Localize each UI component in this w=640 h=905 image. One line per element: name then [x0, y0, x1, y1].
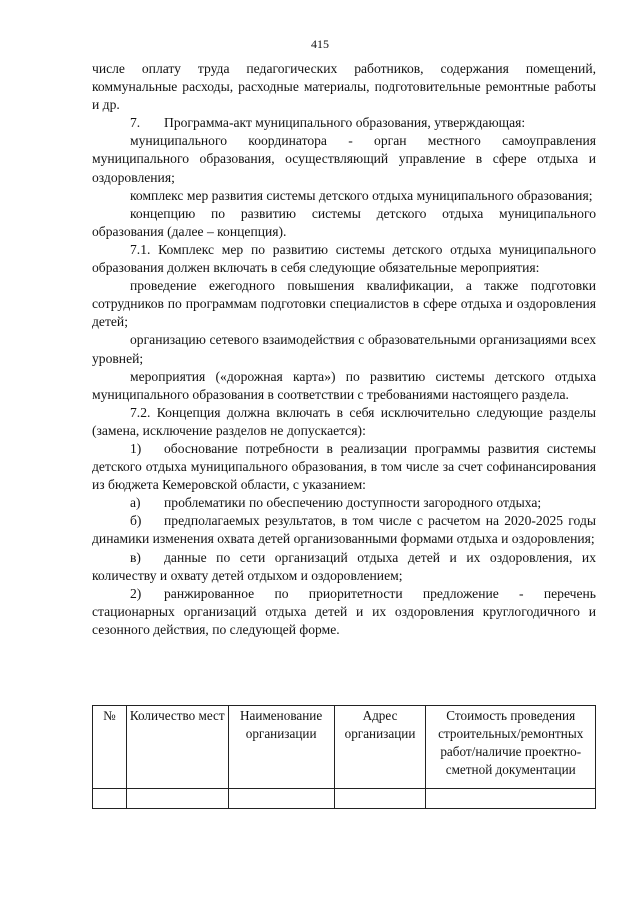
paragraph — [92, 585, 596, 639]
table-row — [93, 789, 596, 809]
item-number: б) — [130, 513, 142, 529]
column-header-address: Адрес организации — [334, 706, 426, 789]
item-number: 7. — [130, 115, 141, 131]
paragraph: 7.1. Комплекс мер по развитию системы детского отдыха муниципального образования должен включать в себя следующие обязательные мероприятия: — [92, 241, 596, 276]
item-number: 2) — [130, 585, 142, 601]
paragraph: мероприятия («дорожная карта») по развитию системы детского отдыха муниципального образования в соответствии с требованиями настоящего раздела. — [92, 368, 596, 402]
paragraph: 7.2. Концепция должна включать в себя исключительно следующие разделы (замена, исключение разделов не допускается): — [92, 404, 596, 438]
table-cell — [126, 789, 228, 809]
paragraph-text: данные по сети организаций отдыха детей и их оздоровления, их количеству и охвату детей отдыхом и оздоровлением; — [92, 549, 596, 583]
table-cell — [426, 789, 596, 809]
paragraph-text: предполагаемых результатов, в том числе с расчетом на 2020-2025 годы динамики изменения охвата детей организованными формами отдыха и оздоровления; — [92, 513, 596, 547]
paragraph-text: проблематики по обеспечению доступности загородного отдыха; — [164, 495, 542, 511]
paragraph: организацию сетевого взаимодействия с образовательными организациями всех уровней; — [92, 332, 596, 366]
paragraph — [92, 512, 596, 548]
paragraph — [92, 549, 596, 585]
paragraph-text: обоснование потребности в реализации программы развития системы детского отдыха муниципального образования, в том числе за счет софинансирования из бюджета Кемеровской области, с указанием: — [92, 440, 596, 493]
document-body — [92, 60, 596, 639]
table-cell — [93, 789, 127, 809]
organizations-table — [92, 705, 596, 809]
column-header-number: № — [93, 706, 127, 789]
page-number: 415 — [311, 37, 329, 51]
paragraph: числе оплату труда педагогических работников, содержания помещений, коммунальные расходы, расходные материалы, подготовительные ремонтные работы и др. — [92, 61, 596, 113]
paragraph: муниципального координатора - орган местного самоуправления муниципального образования, осуществляющий управление в сфере отдыха и оздоровления; — [92, 133, 596, 185]
table-cell — [334, 789, 426, 809]
item-number: в) — [130, 549, 141, 565]
paragraph-text: ранжированное по приоритетности предложение - перечень стационарных организаций отдыха детей и их оздоровления круглогодичного и сезонного действия, по следующей форме. — [92, 585, 596, 637]
paragraph — [92, 440, 596, 494]
paragraph: комплекс мер развития системы детского отдыха муниципального образования; — [130, 187, 593, 203]
column-header-cost: Стоимость проведения строительных/ремонтных работ/наличие проектно-сметной документации — [426, 706, 596, 789]
paragraph — [92, 114, 596, 132]
table-cell — [228, 789, 334, 809]
paragraph: концепцию по развитию системы детского отдыха муниципального образования (далее – концепция). — [92, 205, 596, 239]
column-header-places: Количество мест — [126, 706, 228, 789]
column-header-name: Наименование организации — [228, 706, 334, 789]
item-number: 1) — [130, 440, 142, 456]
paragraph-text: Программа-акт муниципального образования, утверждающая: — [164, 115, 526, 131]
paragraph — [92, 494, 596, 512]
item-number: а) — [130, 495, 141, 511]
table-header-row — [93, 706, 596, 789]
paragraph: проведение ежегодного повышения квалификации, а также подготовки сотрудников по программам подготовки специалистов в сфере отдыха и оздоровления детей; — [92, 278, 596, 330]
